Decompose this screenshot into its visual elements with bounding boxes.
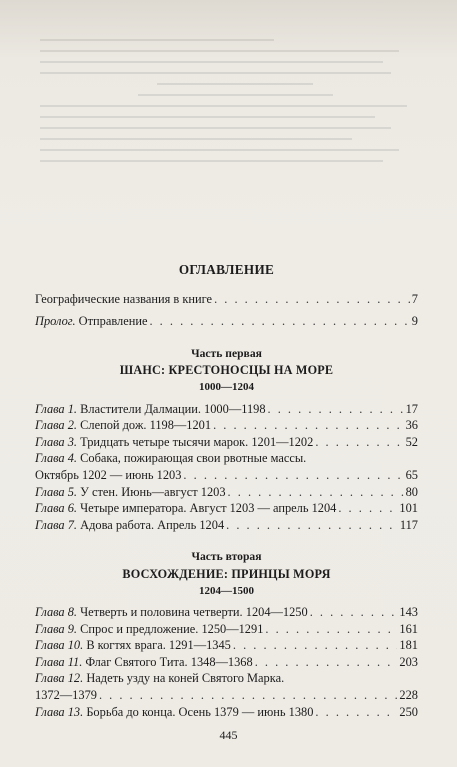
toc-page-number: 143 [399,605,418,620]
toc-chapter [35,450,418,467]
toc-page-number: 9 [411,314,418,329]
toc-chapter [35,417,418,434]
toc-page-number: 101 [399,501,418,516]
leader-dots [214,291,410,308]
leader-dots [213,417,404,434]
chapter-number: Глава 5. [35,484,78,499]
part-title: ШАНС: КРЕСТОНОСЦЫ НА МОРЕ [119,363,334,378]
toc-chapter [35,517,418,534]
chapter-number: Глава 2. [35,418,78,433]
chapter-title: Адова работа. Апрель 1204 [77,517,225,532]
chapter-title: Надеть узду на коней Святого Марка. [83,671,285,686]
toc-entry-geonames [35,291,418,308]
chapter-number: Глава 8. [35,605,78,620]
toc-page-number: 7 [411,291,418,306]
toc-chapter [35,637,418,654]
toc-chapter [35,670,418,687]
page-folio-number: 445 [219,728,238,742]
toc-page-number: 181 [399,638,418,653]
leader-dots [338,500,397,517]
chapter-number: Глава 3. [35,434,78,449]
chapter-number: Глава 13. [35,704,84,719]
chapter-title: Тридцать четыре тысячи марок. 1201—1202 [77,434,314,449]
leader-dots [233,637,398,654]
toc-page-number: 65 [405,467,418,482]
leader-dots [315,434,403,451]
toc-page-number: 250 [399,704,418,719]
table-of-contents [35,262,418,720]
leader-dots [268,401,404,418]
chapter-number: Глава 9. [35,621,78,636]
part-title: ВОСХОЖДЕНИЕ: ПРИНЦЫ МОРЯ [122,566,331,581]
chapter-title: Флаг Святого Тита. 1348—1368 [82,654,253,669]
chapter-title: В когтях врага. 1291—1345 [83,638,231,653]
toc-chapter [35,621,418,638]
chapter-number: Глава 10. [35,638,84,653]
chapter-number: Глава 6. [35,501,78,516]
toc-chapter [35,434,418,451]
chapter-number: Глава 4. [35,451,78,466]
toc-page-number: 80 [405,484,418,499]
toc-chapter [35,401,418,418]
toc-entry-prologue [35,313,418,330]
chapter-title-continued: 1372—1379 [35,688,97,703]
chapter-number: Глава 7. [35,517,78,532]
chapter-title: Четверть и половина четверти. 1204—1250 [77,605,308,620]
leader-dots [310,604,398,621]
chapter-title: У стен. Июнь—август 1203 [77,484,226,499]
prologue-label: Пролог. [35,314,76,329]
toc-page-number: 228 [399,688,418,703]
chapter-title: Властители Далмации. 1000—1198 [77,401,266,416]
chapter-number: Глава 11. [35,654,83,669]
chapter-title: Борьба до конца. Осень 1379 — июнь 1380 [83,704,314,719]
chapter-number: Глава 12. [35,671,84,686]
toc-chapter [35,484,418,501]
chapter-title: Собака, пожирающая свои рвотные массы. [77,451,307,466]
leader-dots [183,467,403,484]
chapter-title-continued: Октябрь 1202 — июнь 1203 [35,467,182,482]
part-years: 1000—1204 [199,380,254,393]
toc-entry-label: Географические названия в книге [35,291,213,306]
show-through-text [40,30,430,290]
leader-dots [226,517,398,534]
chapter-title: Четыре императора. Август 1203 — апрель 1204 [77,501,337,516]
toc-page-number: 117 [399,517,418,532]
toc-chapter [35,604,418,621]
toc-title: ОГЛАВЛЕНИЕ [178,262,275,277]
toc-chapter-continuation [35,467,418,484]
toc-page-number: 17 [405,401,418,416]
toc-page-number: 203 [399,654,418,669]
leader-dots [265,621,397,638]
part-years: 1204—1500 [199,584,254,597]
chapter-number: Глава 1. [35,401,78,416]
part-label: Часть вторая [191,550,262,564]
chapter-title: Спрос и предложение. 1250—1291 [77,621,264,636]
leader-dots [149,313,409,330]
toc-chapter-continuation [35,687,418,704]
chapter-title: Слепой дож. 1198—1201 [77,418,212,433]
toc-page-number: 36 [405,418,418,433]
toc-page-number: 161 [399,621,418,636]
toc-chapter [35,704,418,721]
leader-dots [228,484,404,501]
toc-page-number: 52 [405,434,418,449]
leader-dots [315,704,397,721]
leader-dots [99,687,397,704]
part-label: Часть первая [191,346,262,360]
toc-chapter [35,654,418,671]
toc-chapter [35,500,418,517]
toc-entry-label: Отправление [75,314,148,329]
leader-dots [255,654,398,671]
